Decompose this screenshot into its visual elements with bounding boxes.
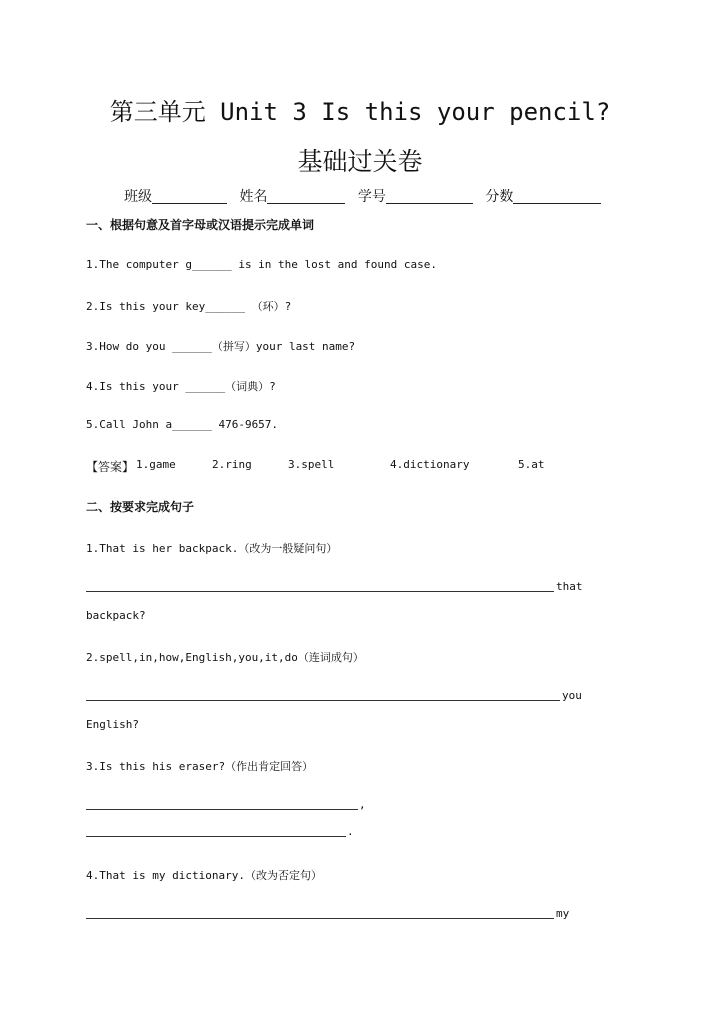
student-info-line	[124, 186, 609, 206]
section2-q4-prompt: 4.That is my dictionary.（改为否定句）	[86, 869, 322, 882]
q3-answer-line-1[interactable]	[86, 809, 358, 810]
section2-q1-prompt: 1.That is her backpack.（改为一般疑问句）	[86, 542, 338, 555]
name-blank[interactable]	[267, 189, 345, 204]
answer-tag: 【答案】	[86, 460, 135, 474]
section2-heading: 二、按要求完成句子	[86, 500, 195, 514]
class-blank[interactable]	[152, 189, 227, 204]
q2-continuation: English?	[86, 718, 139, 731]
q4-answer-line[interactable]	[86, 918, 554, 919]
section1-item-3: 3.How do you ______（拼写）your last name?	[86, 340, 356, 353]
page-title	[0, 92, 720, 127]
q2-answer-line[interactable]	[86, 700, 560, 701]
field-student-number: 学号	[358, 186, 473, 206]
section1-item-5: 5.Call John a______ 476-9657.	[86, 418, 279, 431]
section2-q2-prompt: 2.spell,in,how,English,you,it,do（连词成句）	[86, 651, 364, 664]
field-score: 分数	[485, 186, 601, 206]
q4-line-tail: my	[556, 907, 570, 920]
page-subtitle: 基础过关卷	[297, 147, 423, 176]
field-class: 班级	[124, 186, 227, 206]
score-blank[interactable]	[513, 189, 601, 204]
q1-line-tail: that	[556, 580, 583, 593]
field-name: 姓名	[239, 186, 345, 206]
section2-q3-prompt: 3.Is this his eraser?（作出肯定回答）	[86, 760, 314, 773]
q1-answer-line[interactable]	[86, 591, 554, 592]
q3-answer-line-2[interactable]	[86, 836, 346, 837]
q1-continuation: backpack?	[86, 609, 146, 622]
title-english: Unit 3 Is this your pencil?	[205, 98, 611, 126]
answer-5: 5.at	[518, 458, 545, 471]
section1-item-2: 2.Is this your key______ （环）?	[86, 300, 292, 313]
section1-item-1: 1.The computer g______ is in the lost and found case.	[86, 258, 437, 271]
answer-3: 3.spell	[288, 458, 335, 471]
student-number-blank[interactable]	[386, 189, 473, 204]
title-chinese: 第三单元	[109, 98, 206, 126]
q3-line1-end: ,	[359, 798, 366, 811]
answer-2: 2.ring	[212, 458, 252, 471]
q3-line2-end: .	[347, 825, 354, 838]
q2-line-tail: you	[562, 689, 582, 702]
section1-heading: 一、根据句意及首字母或汉语提示完成单词	[86, 218, 315, 232]
answer-1: 1.game	[136, 458, 176, 471]
answer-4: 4.dictionary	[390, 458, 470, 471]
section1-item-4: 4.Is this your ______（词典）?	[86, 380, 276, 393]
